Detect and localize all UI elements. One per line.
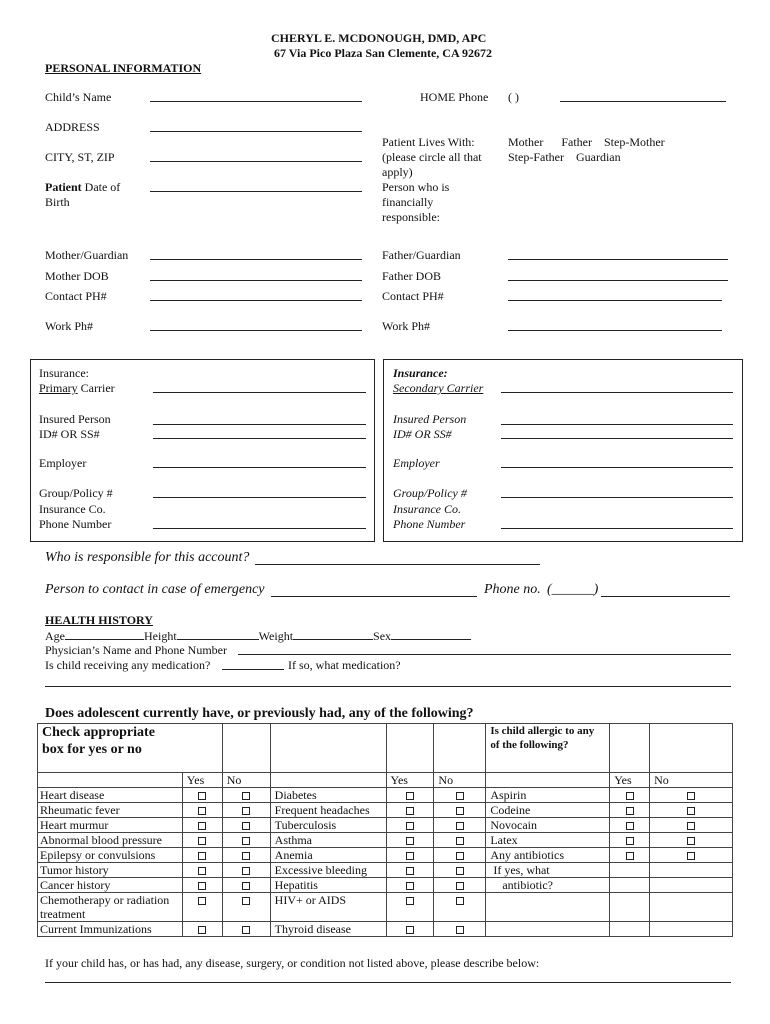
- emergency-phone-label: Phone no.: [484, 582, 541, 597]
- yes-checkbox[interactable]: [198, 882, 206, 890]
- secondary-insurance-co-label: Insurance Co.: [393, 502, 461, 516]
- weight-label: Weight: [258, 629, 294, 643]
- condition-label: Heart murmur: [40, 818, 109, 832]
- no-checkbox[interactable]: [242, 926, 250, 934]
- secondary-id-ss-label: ID# OR SS#: [393, 427, 452, 441]
- condition-label: Chemotherapy or radiation treatment: [40, 893, 170, 921]
- insurance-phone-field[interactable]: [153, 528, 366, 529]
- condition-label: Anemia: [274, 848, 313, 862]
- mother-contact-field[interactable]: [150, 300, 362, 301]
- yes-checkbox[interactable]: [406, 852, 414, 860]
- responsible-label: Who is responsible for this account?: [45, 550, 250, 565]
- yes-checkbox[interactable]: [198, 852, 206, 860]
- no-checkbox[interactable]: [242, 807, 250, 815]
- primary-insurance-colon: :: [85, 366, 89, 380]
- footer-description-field[interactable]: [45, 982, 731, 983]
- allergy-label: antibiotic?: [490, 878, 553, 892]
- condition-label: Abnormal blood pressure: [40, 833, 162, 847]
- patient-dob-bold: Patient: [45, 180, 82, 194]
- condition-label: Asthma: [274, 833, 312, 847]
- yes-checkbox[interactable]: [626, 792, 634, 800]
- table-row: [38, 878, 733, 893]
- lives-with-options[interactable]: Mother Father Step-Mother: [508, 135, 665, 149]
- city-label: CITY, ST, ZIP: [45, 150, 115, 164]
- no-checkbox[interactable]: [242, 882, 250, 890]
- condition-label: HIV+ or AIDS: [274, 893, 347, 907]
- lives-with-label-3: apply): [382, 165, 413, 179]
- insured-person-label: Insured Person: [39, 412, 111, 426]
- allergic-label: Is child allergic to any of the following?: [486, 724, 610, 773]
- address-label: ADDRESS: [45, 120, 100, 134]
- no-header: No: [222, 773, 270, 788]
- father-contact-field[interactable]: [508, 300, 722, 301]
- group-policy-label: Group/Policy #: [39, 486, 113, 500]
- no-checkbox[interactable]: [687, 822, 695, 830]
- patient-dob-label: [45, 180, 120, 194]
- no-checkbox[interactable]: [456, 882, 464, 890]
- no-checkbox[interactable]: [456, 897, 464, 905]
- condition-label: Diabetes: [274, 788, 317, 802]
- no-checkbox[interactable]: [687, 807, 695, 815]
- secondary-group-policy-label: Group/Policy #: [393, 486, 467, 500]
- childs-name-label: Child’s Name: [45, 90, 112, 104]
- yes-header: Yes: [610, 773, 650, 788]
- emergency-phone-paren: (______): [547, 582, 599, 597]
- no-checkbox[interactable]: [687, 852, 695, 860]
- medication-field[interactable]: [222, 669, 284, 670]
- condition-label: Cancer history: [40, 878, 111, 892]
- yes-checkbox[interactable]: [406, 837, 414, 845]
- home-phone-paren: ( ): [508, 90, 519, 104]
- primary-carrier-rest: Carrier: [77, 381, 115, 395]
- yes-checkbox[interactable]: [626, 807, 634, 815]
- allergy-label: Any antibiotics: [490, 848, 564, 862]
- yes-checkbox[interactable]: [198, 897, 206, 905]
- mother-work-field[interactable]: [150, 330, 362, 331]
- sex-label: Sex: [373, 629, 392, 643]
- primary-carrier-label: [39, 381, 115, 395]
- medication-details-field[interactable]: [45, 686, 731, 687]
- yes-checkbox[interactable]: [198, 926, 206, 934]
- condition-label: Tumor history: [40, 863, 109, 877]
- allergy-label: Latex: [490, 833, 518, 847]
- lives-with-label: Patient Lives With:: [382, 135, 475, 149]
- responsible-field[interactable]: [255, 564, 540, 565]
- height-field[interactable]: [177, 628, 259, 640]
- table-row: [38, 848, 733, 863]
- medication-label: Is child receiving any medication?: [45, 658, 211, 672]
- phone-number-label: Phone Number: [39, 517, 112, 531]
- primary-carrier-field[interactable]: [153, 392, 366, 393]
- no-header: No: [650, 773, 733, 788]
- conditions-table: [37, 723, 733, 937]
- yes-checkbox[interactable]: [406, 882, 414, 890]
- employer-label: Employer: [39, 456, 87, 470]
- father-dob-label: Father DOB: [382, 269, 441, 283]
- financial-label-3: responsible:: [382, 210, 440, 224]
- primary-word: Primary: [39, 381, 78, 395]
- yes-checkbox[interactable]: [198, 822, 206, 830]
- table-row: [38, 922, 733, 937]
- financial-label-2: financially: [382, 195, 434, 209]
- condition-label: Heart disease: [40, 788, 105, 802]
- yes-checkbox[interactable]: [626, 822, 634, 830]
- group-policy-field[interactable]: [153, 497, 366, 498]
- yes-checkbox[interactable]: [626, 837, 634, 845]
- age-field[interactable]: [65, 628, 144, 640]
- city-field[interactable]: [150, 161, 362, 162]
- yes-header: Yes: [386, 773, 434, 788]
- childs-name-field[interactable]: [150, 101, 362, 102]
- condition-label: Rheumatic fever: [40, 803, 120, 817]
- patient-dob-field[interactable]: [150, 191, 362, 192]
- yes-checkbox[interactable]: [406, 807, 414, 815]
- secondary-carrier-label: Secondary Carrier: [393, 381, 484, 395]
- no-checkbox[interactable]: [242, 822, 250, 830]
- footer-instruction: If your child has, or has had, any disease, surgery, or condition not listed above, please describe below:: [45, 956, 540, 970]
- mother-work-label: Work Ph#: [45, 319, 94, 333]
- emergency-phone-field[interactable]: [601, 596, 730, 597]
- condition-label: Tuberculosis: [274, 818, 337, 832]
- secondary-employer-label: Employer: [393, 456, 440, 470]
- condition-label: Excessive bleeding: [274, 863, 367, 877]
- mother-dob-field[interactable]: [150, 280, 362, 281]
- primary-insurance-word: Insurance: [39, 366, 86, 380]
- secondary-insured-person-label: Insured Person: [393, 412, 467, 426]
- address-field[interactable]: [150, 131, 362, 132]
- no-checkbox[interactable]: [456, 867, 464, 875]
- yes-checkbox[interactable]: [198, 792, 206, 800]
- condition-label: Frequent headaches: [274, 803, 370, 817]
- allergy-label: Codeine: [490, 803, 531, 817]
- insurance-co-label: Insurance Co.: [39, 502, 106, 516]
- condition-label: Thyroid disease: [274, 922, 351, 936]
- no-checkbox[interactable]: [456, 926, 464, 934]
- table-row: [38, 788, 733, 803]
- no-checkbox[interactable]: [456, 807, 464, 815]
- yes-checkbox[interactable]: [626, 852, 634, 860]
- primary-insurance-heading: [39, 366, 89, 380]
- lives-with-options-2[interactable]: Step-Father Guardian: [508, 150, 621, 164]
- secondary-phone-number-label: Phone Number: [393, 517, 466, 531]
- no-checkbox[interactable]: [687, 792, 695, 800]
- yes-checkbox[interactable]: [406, 867, 414, 875]
- home-phone-field[interactable]: [560, 101, 726, 102]
- no-checkbox[interactable]: [242, 837, 250, 845]
- employer-field[interactable]: [153, 467, 366, 468]
- table-row: [38, 893, 733, 922]
- table-row: [38, 833, 733, 848]
- patient-dob-rest: Date of: [81, 180, 121, 194]
- yes-checkbox[interactable]: [406, 926, 414, 934]
- condition-label: Hepatitis: [274, 878, 318, 892]
- practice-address: 67 Via Pico Plaza San Clemente, CA 92672: [274, 46, 492, 60]
- check-appropriate-label: Check appropriate box for yes or no: [38, 724, 183, 773]
- financial-label: Person who is: [382, 180, 450, 194]
- physician-field[interactable]: [238, 654, 731, 655]
- allergy-label: If yes, what: [490, 863, 550, 877]
- home-phone-label: HOME Phone: [420, 90, 489, 104]
- physician-label: Physician’s Name and Phone Number: [45, 643, 227, 657]
- table-row: [38, 803, 733, 818]
- mother-guardian-field[interactable]: [150, 259, 362, 260]
- secondary-phone-field[interactable]: [501, 528, 733, 529]
- yes-checkbox[interactable]: [406, 792, 414, 800]
- yes-checkbox[interactable]: [198, 867, 206, 875]
- mother-contact-label: Contact PH#: [45, 289, 107, 303]
- weight-field[interactable]: [293, 628, 373, 640]
- no-checkbox[interactable]: [456, 822, 464, 830]
- secondary-insurance-heading: Insurance:: [393, 366, 448, 380]
- section-personal-info: PERSONAL INFORMATION: [45, 61, 202, 75]
- table-row: [38, 863, 733, 878]
- father-guardian-field[interactable]: [508, 259, 728, 260]
- no-checkbox[interactable]: [456, 837, 464, 845]
- no-checkbox[interactable]: [242, 852, 250, 860]
- no-checkbox[interactable]: [456, 852, 464, 860]
- vitals-row: [45, 628, 471, 643]
- secondary-group-policy-field[interactable]: [501, 497, 733, 498]
- mother-guardian-label: Mother/Guardian: [45, 248, 129, 262]
- emergency-contact-field[interactable]: [271, 596, 477, 597]
- lives-with-label-2: (please circle all that: [382, 150, 482, 164]
- mother-dob-label: Mother DOB: [45, 269, 109, 283]
- father-contact-label: Contact PH#: [382, 289, 444, 303]
- id-ss-label: ID# OR SS#: [39, 427, 100, 441]
- yes-checkbox[interactable]: [198, 837, 206, 845]
- health-history-title: HEALTH HISTORY: [45, 613, 153, 627]
- father-dob-field[interactable]: [508, 280, 728, 281]
- father-work-label: Work Ph#: [382, 319, 431, 333]
- no-checkbox[interactable]: [242, 897, 250, 905]
- age-label: Age: [45, 629, 65, 643]
- no-checkbox[interactable]: [456, 792, 464, 800]
- if-so-label: If so, what medication?: [288, 658, 401, 672]
- practice-name: CHERYL E. MCDONOUGH, DMD, APC: [271, 31, 487, 45]
- secondary-employer-field[interactable]: [501, 467, 733, 468]
- allergy-label: Novocain: [490, 818, 537, 832]
- no-checkbox[interactable]: [687, 837, 695, 845]
- emergency-contact-label: Person to contact in case of emergency: [45, 582, 265, 597]
- table-row: [38, 818, 733, 833]
- yes-checkbox[interactable]: [198, 807, 206, 815]
- father-guardian-label: Father/Guardian: [382, 248, 461, 262]
- no-checkbox[interactable]: [242, 792, 250, 800]
- yes-header: Yes: [182, 773, 222, 788]
- insured-person-field[interactable]: [153, 424, 366, 425]
- yes-checkbox[interactable]: [406, 897, 414, 905]
- secondary-insured-person-field[interactable]: [501, 424, 733, 425]
- condition-label: Epilepsy or convulsions: [40, 848, 156, 862]
- no-header: No: [434, 773, 486, 788]
- secondary-carrier-field[interactable]: [501, 392, 733, 393]
- yes-checkbox[interactable]: [406, 822, 414, 830]
- conditions-question: Does adolescent currently have, or previously had, any of the following?: [45, 706, 474, 721]
- no-checkbox[interactable]: [242, 867, 250, 875]
- secondary-id-ss-field[interactable]: [501, 438, 733, 439]
- height-label: Height: [144, 629, 177, 643]
- condition-label: Current Immunizations: [40, 922, 152, 936]
- sex-field[interactable]: [391, 628, 471, 640]
- allergy-label: Aspirin: [490, 788, 527, 802]
- id-ss-field[interactable]: [153, 438, 366, 439]
- father-work-field[interactable]: [508, 330, 722, 331]
- patient-dob-label-2: Birth: [45, 195, 70, 209]
